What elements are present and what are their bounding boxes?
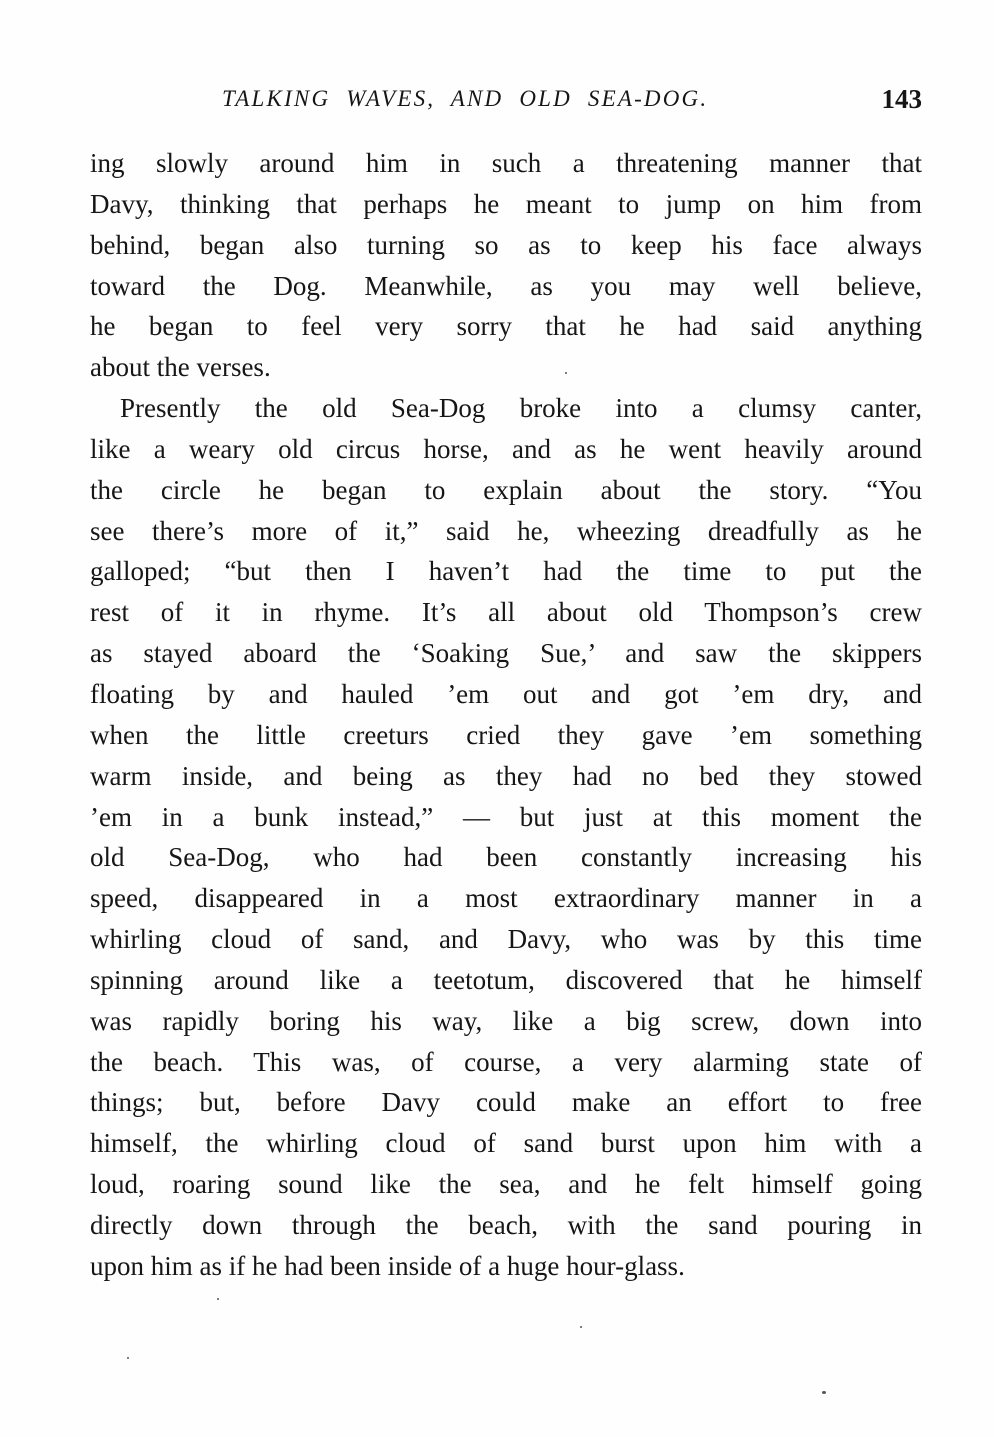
text-line: galloped; “but then I haven’t had the time to put the [90, 556, 922, 587]
text-line: behind, began also turning so as to keep his face always [90, 229, 922, 260]
running-title: TALKING WAVES, AND OLD SEA-DOG. [222, 86, 709, 111]
text-line: as stayed aboard the ‘Soaking Sue,’ and saw the skippers [90, 638, 922, 669]
text-line: like a weary old circus horse, and as he went heavily around [90, 433, 922, 464]
text-line: rest of it in rhyme. It’s all about old Thompson’s crew [90, 597, 922, 628]
text-line: things; but, before Davy could make an effort to free [90, 1087, 922, 1118]
text-line: old Sea-Dog, who had been constantly increasing his [90, 842, 922, 873]
page-number: 143 [881, 84, 922, 114]
text-line: ’em in a bunk instead,” — but just at this moment the [90, 801, 922, 832]
scan-speck [822, 1391, 826, 1394]
running-header [90, 86, 922, 122]
text-line: the circle he began to explain about the story. “You [90, 474, 922, 505]
text-line: directly down through the beach, with the sand pouring in [90, 1209, 922, 1240]
text-line: whirling cloud of sand, and Davy, who was by this time [90, 924, 922, 955]
scan-speck [565, 372, 567, 374]
text-line: warm inside, and being as they had no bed they stowed [90, 760, 922, 791]
text-line: spinning around like a teetotum, discovered that he himself [90, 964, 922, 995]
text-line: toward the Dog. Meanwhile, as you may well believe, [90, 270, 922, 301]
scan-speck [217, 1298, 219, 1300]
text-line: when the little creeturs cried they gave ’em something [90, 719, 922, 750]
text-line: was rapidly boring his way, like a big screw, down into [90, 1005, 922, 1036]
text-line: Davy, thinking that perhaps he meant to jump on him from [90, 188, 922, 219]
scan-speck [127, 1357, 129, 1359]
scan-speck [580, 1326, 582, 1328]
text-line: himself, the whirling cloud of sand burst upon him with a [90, 1128, 922, 1159]
text-line: he began to feel very sorry that he had said anything [90, 311, 922, 342]
text-line: see there’s more of it,” said he, wheezing dreadfully as he [90, 515, 922, 546]
text-line: ing slowly around him in such a threatening manner that [90, 148, 922, 178]
body-text [90, 143, 922, 1287]
text-line: the beach. This was, of course, a very alarming state of [90, 1046, 922, 1077]
text-line: upon him as if he had been inside of a huge hour-glass. [90, 1250, 685, 1281]
text-line: Presently the old Sea-Dog broke into a clumsy canter, [120, 393, 922, 424]
text-line: speed, disappeared in a most extraordinary manner in a [90, 883, 922, 914]
text-line: loud, roaring sound like the sea, and he felt himself going [90, 1169, 922, 1200]
text-line: about the verses. [90, 352, 271, 383]
text-line: floating by and hauled ’em out and got ’em dry, and [90, 678, 922, 709]
